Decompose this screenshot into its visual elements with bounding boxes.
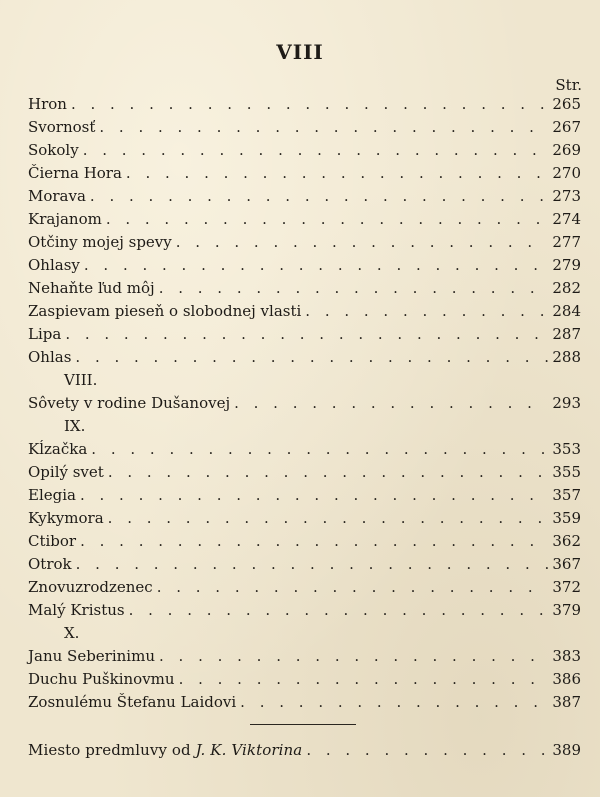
toc-entry <box>28 162 581 185</box>
section-heading: X. <box>64 624 80 642</box>
toc-entry-page: 287 <box>552 325 581 343</box>
dot-leader <box>76 553 549 576</box>
toc-entry-title: Ohlas <box>28 348 72 366</box>
toc-entry-page: 359 <box>552 509 581 527</box>
toc-entry-page: 284 <box>552 302 581 320</box>
dot-leader <box>90 185 548 208</box>
dot-leader <box>65 323 548 346</box>
toc-entry <box>28 530 581 553</box>
toc-entry-title: Ohlasy <box>28 256 80 274</box>
toc-entry-page: 279 <box>552 256 581 274</box>
toc-entry-page: 288 <box>552 348 581 366</box>
toc-entry-page: 362 <box>552 532 581 550</box>
dot-leader <box>176 231 549 254</box>
toc-entry <box>28 139 581 162</box>
dot-leader <box>179 668 549 691</box>
toc-entry <box>28 277 581 300</box>
toc-entry-page: 277 <box>552 233 581 251</box>
toc-entry <box>28 93 581 116</box>
toc-entry-title: Sôvety v rodine Dušanovej <box>28 394 231 412</box>
toc-entry-page: 379 <box>552 601 581 619</box>
dot-leader <box>99 116 548 139</box>
toc-entry-page: 389 <box>552 741 581 759</box>
toc-entry-title: Opilý svet <box>28 463 104 481</box>
dot-leader <box>305 300 548 323</box>
dot-leader <box>240 691 548 714</box>
toc-entry <box>28 231 581 254</box>
toc-entry <box>28 323 581 346</box>
toc-entry <box>28 484 581 507</box>
dot-leader <box>106 208 549 231</box>
toc-entry <box>28 739 581 762</box>
toc-entry-page: 383 <box>552 647 581 665</box>
toc-entry-page: 274 <box>552 210 581 228</box>
toc-entry-title: Otčiny mojej spevy <box>28 233 172 251</box>
toc-entry-page: 270 <box>552 164 581 182</box>
toc-entry <box>28 346 581 369</box>
toc-entry <box>28 553 581 576</box>
dot-leader <box>108 507 549 530</box>
dot-leader <box>159 277 549 300</box>
toc-entry-page: 355 <box>552 463 581 481</box>
table-of-contents <box>28 93 581 762</box>
section-heading: IX. <box>64 417 86 435</box>
toc-entry <box>28 254 581 277</box>
toc-entry <box>28 599 581 622</box>
section-heading: VIII. <box>64 371 98 389</box>
toc-entry-title: Hron <box>28 95 67 113</box>
dot-leader <box>71 93 548 116</box>
dot-leader <box>157 576 549 599</box>
toc-entry <box>28 116 581 139</box>
toc-entry-title: Kĺzačka <box>28 440 88 458</box>
dot-leader <box>75 346 548 369</box>
toc-entry <box>28 392 581 415</box>
toc-entry-title: Janu Seberinimu <box>28 647 155 665</box>
dot-leader <box>91 438 548 461</box>
toc-entry <box>28 438 581 461</box>
toc-entry-page: 282 <box>552 279 581 297</box>
page-number: VIII <box>276 40 324 64</box>
toc-entry-title: Malý Kristus <box>28 601 125 619</box>
dot-leader <box>126 162 548 185</box>
toc-entry-title: Zaspievam pieseň o slobodnej vlasti <box>28 302 302 320</box>
toc-entry-title: Ctibor <box>28 532 77 550</box>
toc-entry-title: Čierna Hora <box>28 164 122 182</box>
toc-entry-title: Elegia <box>28 486 76 504</box>
toc-entry-page: 273 <box>552 187 581 205</box>
dot-leader <box>234 392 548 415</box>
toc-entry <box>28 645 581 668</box>
toc-entry-title: Miesto predmluvy od J. K. Viktorina <box>28 741 303 759</box>
toc-entry-page: 357 <box>552 486 581 504</box>
toc-entry-page: 269 <box>552 141 581 159</box>
toc-entry <box>28 461 581 484</box>
dot-leader <box>83 139 549 162</box>
toc-entry-page: 372 <box>552 578 581 596</box>
toc-entry-title: Svornosť <box>28 118 96 136</box>
toc-entry <box>28 208 581 231</box>
dot-leader <box>84 254 548 277</box>
toc-entry-title: Lipa <box>28 325 62 343</box>
toc-entry <box>28 300 581 323</box>
toc-entry <box>28 185 581 208</box>
toc-entry-title: Morava <box>28 187 86 205</box>
dot-leader <box>159 645 548 668</box>
toc-entry <box>28 668 581 691</box>
toc-entry-page: 387 <box>552 693 581 711</box>
toc-entry <box>28 691 581 714</box>
dot-leader <box>108 461 549 484</box>
dot-leader <box>306 739 548 762</box>
toc-entry-page: 353 <box>552 440 581 458</box>
toc-entry-page: 367 <box>552 555 581 573</box>
toc-entry <box>28 576 581 599</box>
toc-entry-page: 386 <box>552 670 581 688</box>
toc-entry-title: Otrok <box>28 555 72 573</box>
dot-leader <box>80 484 548 507</box>
dot-leader <box>129 599 549 622</box>
toc-entry-title: Znovuzrodzenec <box>28 578 153 596</box>
toc-entry-title: Nehaňte ľud môj <box>28 279 155 297</box>
toc-entry-title: Sokoly <box>28 141 79 159</box>
toc-entry-page: 265 <box>552 95 581 113</box>
toc-entry-title: Duchu Puškinovmu <box>28 670 175 688</box>
page-column-label: Str. <box>555 76 582 94</box>
toc-entry <box>28 507 581 530</box>
author-name: J. K. Viktorina <box>195 741 303 759</box>
toc-entry-title: Zosnulému Štefanu Laidovi <box>28 693 237 711</box>
toc-entry-title: Kykymora <box>28 509 104 527</box>
toc-entry-page: 267 <box>552 118 581 136</box>
dot-leader <box>80 530 548 553</box>
toc-entry-page: 293 <box>552 394 581 412</box>
toc-entry-title: Krajanom <box>28 210 102 228</box>
